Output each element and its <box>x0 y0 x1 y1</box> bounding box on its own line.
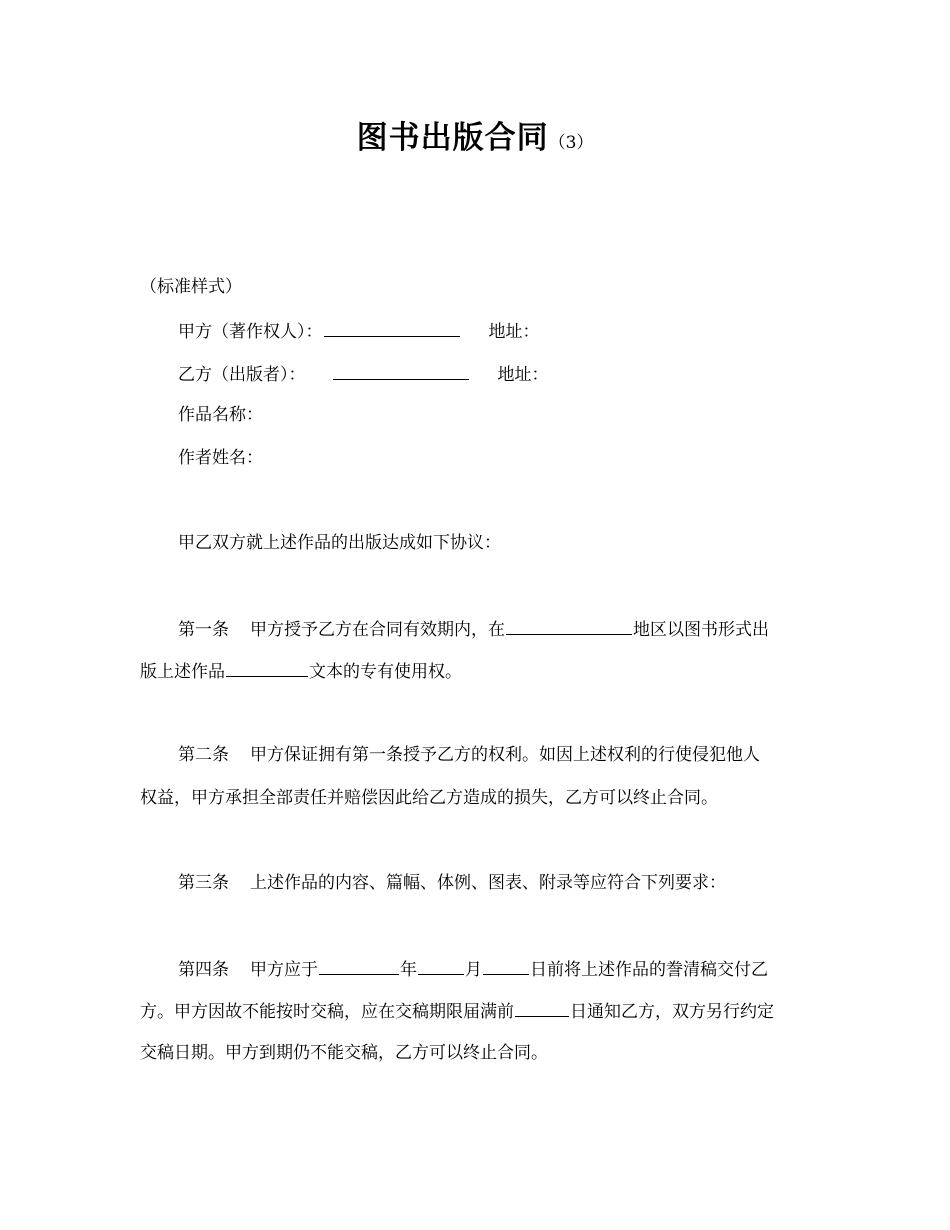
article-2-line-2: 权益，甲方承担全部责任并赔偿因此给乙方造成的损失，乙方可以终止合同。 <box>140 788 718 808</box>
party-b-address-label: 地址： <box>497 365 549 385</box>
party-b-line <box>178 361 549 387</box>
article-4-text-b: 年 <box>400 960 417 980</box>
party-a-address-label: 地址： <box>488 322 540 342</box>
article-4-text-e: 方。甲方因故不能按时交稿，应在交稿期限届满前 <box>140 1002 514 1022</box>
article-1-heading: 第一条 <box>178 620 229 640</box>
article-1-line-2 <box>140 658 462 684</box>
article-4-text-c: 月 <box>465 960 482 980</box>
work-name-field: 作品名称： <box>178 405 263 425</box>
article-1-text-a: 甲方授予乙方在合同有效期内，在 <box>250 620 505 640</box>
article-4-text-a: 甲方应于 <box>250 960 318 980</box>
language-blank <box>226 658 308 677</box>
article-4-heading: 第四条 <box>178 960 229 980</box>
document-title <box>0 112 950 157</box>
article-3-heading: 第三条 <box>178 873 229 893</box>
article-4-text-d: 日前将上述作品的誊清稿交付乙 <box>530 960 768 980</box>
style-note: （标准样式） <box>140 277 242 297</box>
day-blank <box>483 956 529 975</box>
article-4-text-f: 日通知乙方，双方另行约定 <box>570 1002 774 1022</box>
article-1-text-d: 文本的专有使用权。 <box>309 662 462 682</box>
party-a-line <box>178 318 540 344</box>
article-1-text-c: 版上述作品 <box>140 662 225 682</box>
title-number: （3） <box>548 133 594 153</box>
party-a-name-blank <box>324 318 460 337</box>
author-name-field: 作者姓名： <box>178 448 263 468</box>
party-b-label: 乙方（出版者）： <box>178 365 306 385</box>
intro-paragraph: 甲乙双方就上述作品的出版达成如下协议： <box>178 533 501 553</box>
article-4-line-3: 交稿日期。甲方到期仍不能交稿，乙方可以终止合同。 <box>140 1043 548 1063</box>
article-1-text-b: 地区以图书形式出 <box>633 620 769 640</box>
article-3-text: 上述作品的内容、篇幅、体例、图表、附录等应符合下列要求： <box>250 873 726 893</box>
article-2-text-a: 甲方保证拥有第一条授予乙方的权利。如因上述权利的行使侵犯他人 <box>250 745 760 765</box>
article-4-line-1 <box>178 956 768 982</box>
party-b-name-blank <box>333 361 469 380</box>
article-1-line-1 <box>178 616 769 642</box>
article-4-line-2 <box>140 998 774 1024</box>
notice-days-blank <box>515 998 569 1017</box>
title-main: 图书出版合同 <box>356 120 549 156</box>
region-blank <box>506 616 632 635</box>
article-3-line-1 <box>178 871 726 895</box>
month-blank <box>418 956 464 975</box>
year-blank <box>319 956 399 975</box>
article-2-line-1 <box>178 743 760 767</box>
party-a-label: 甲方（著作权人）： <box>178 322 323 342</box>
article-2-heading: 第二条 <box>178 745 229 765</box>
